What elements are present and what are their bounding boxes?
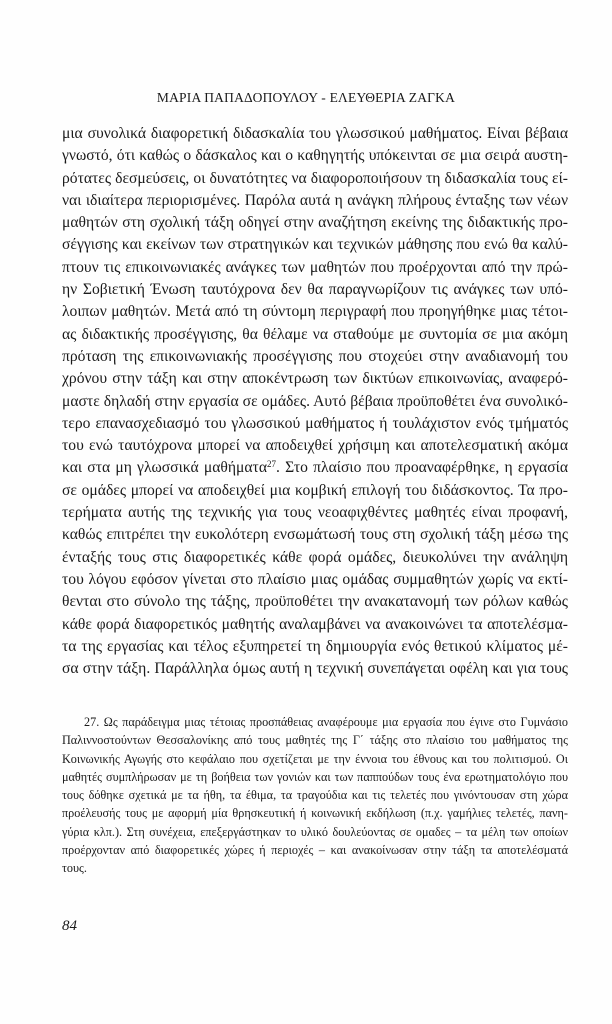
footnote-line: τους δόθηκε σχετικά με τα ήθη, τα έθιμα, τα τραγούδια και τις τελετές που γινόντουσαν στη χώρα [62, 788, 568, 803]
body-line: του λόγου εφόσον γίνεται στο πλαίσιο μιας ομάδας συμμαθητών χωρίς να εκτί- [62, 570, 568, 588]
body-line: λοιπων μαθητών. Μετά από τη σύντομη περιγραφή που προηγήθηκε μιας τέτοι- [62, 303, 568, 321]
body-line: σε ομάδες μπορεί να αποδειχθεί μια κομβική επιλογή του διδάσκοντος. Τα προ- [62, 481, 568, 499]
body-line: σα στην τάξη. Παράλληλα όμως αυτή η τεχνική συνεπάγεται οφέλη και για τους [62, 660, 568, 678]
body-line: μια συνολικά διαφορετική διδασκαλία του γλωσσικού μαθήματος. Είναι βέβαια [62, 125, 568, 142]
body-line: ρότατες δεσμεύσεις, οι δυνατότητες να διαφοροποιήσουν τη διδασκαλία τους εί- [62, 169, 568, 187]
footnote-line: 27. Ως παράδειγμα μιας τέτοιας προσπάθειας αναφέρουμε μια εργασία που έγινε στο Γυμνάσιο [84, 715, 568, 729]
body-line: χρόνου στην τάξη και στην αποκέντρωση των δικτύων επικοινωνίας, αναφερό- [62, 370, 568, 388]
footnote-line: Παλιννοστούντων Θεσσαλονίκης από τους μαθητές της Γ΄ τάξης στο πλαίσιο του μαθήματος της [62, 733, 568, 748]
body-line: θενται στο σύνολο της τάξης, προϋποθέτει την ανακατανομή των ρόλων καθώς [62, 593, 568, 611]
body-line: μαστε δηλαδή στην εργασία σε ομάδες. Αυτό βέβαια προϋποθέτει ένα συνολικό- [62, 392, 568, 410]
footnote-line: μαθητές συμπλήρωσαν με τη βοήθεια των γονιών και των παππούδων τους ένα ερωτηματολόγιο που [62, 769, 568, 784]
body-line: κάθε φορά διαφορετικός μαθητής αναλαμβάνει να ανακοινώνει τα αποτελέσμα- [62, 615, 568, 633]
body-line: γνωστό, ότι καθώς ο δάσκαλος και ο καθηγητής υπόκεινται σε μια σειρά αυστη- [62, 147, 568, 165]
body-text [62, 123, 568, 680]
body-line: τα της εργασίας και τέλος εξυπηρετεί τη δημιουργία ενός θετικού κλίματος μέ- [62, 637, 568, 655]
body-line: σέγγισης και εκείνων των στρατηγικών και τεχνικών μάθησης που ενώ θα καλύ- [62, 236, 568, 254]
footnote-line: προέρχονταν από διαφορετικές χώρες ή περιοχές – και ανακοίνωσαν στην τάξη τα αποτελέσματά [62, 843, 568, 858]
footnote-reference[interactable]: 27 [267, 459, 276, 470]
body-line: πτουν τις επικοινωνιακές ανάγκες των μαθητών που προέρχονται από την πρώ- [62, 258, 568, 276]
page-number: 84 [62, 918, 77, 934]
body-line: τερήματα αυτής της τεχνικής για τους νεοαφιχθέντες μαθητές είναι προφανή, [62, 504, 568, 522]
body-line: ας διδακτικής προσέγγισης, θα θέλαμε να σταθούμε με συντομία σε μια ακόμη [62, 325, 568, 343]
body-line: καθώς επιτρέπει την ευκολότερη ενσωμάτωσή τους στη σχολική τάξη μέσω της [62, 526, 568, 544]
body-line: πρόταση της επικοινωνιακής προσέγγισης που στοχεύει στην αναδιανομή του [62, 347, 568, 365]
body-line-with-footnote [62, 457, 568, 479]
footnote-line: Κοινωνικής Αγωγής στο κεφάλαιο που σχετίζεται με την έννοια του έθνους και του πολιτισμού. Οι [62, 751, 568, 766]
footnote-line: προέλευσής τους με αφορμή μία θρησκευτική ή κοινωνική εκδήλωση (π.χ. γαμήλιες τελετές, πανη- [62, 806, 568, 821]
footnote-line: τους. [62, 861, 87, 876]
running-header: ΜΑΡΙΑ ΠΑΠΑΔΟΠΟΥΛΟΥ - ΕΛΕΥΘΕΡΙΑ ΖΑΓΚΑ [156, 90, 456, 105]
body-line-tail: . Στο πλαίσιο που προαναφέρθηκε, η εργασία [276, 459, 568, 477]
footnote [62, 713, 568, 878]
body-line: ην Σοβιετική Ένωση ταυτόχρονα δεν θα παραγνωρίζουν τις ανάγκες των υπό- [62, 281, 568, 299]
body-line: ναι ιδιαίτερα περιορισμένες. Παρόλα αυτά η ανάγκη πλήρους ένταξης των νέων [62, 191, 568, 209]
body-line-head: και στα μη γλωσσικά μαθήματα [62, 459, 267, 477]
body-line: του ενώ ταυτόχρονα μπορεί να αποδειχθεί χρήσιμη και αποτελεσματική ακόμα [62, 437, 568, 455]
body-line: ένταξής τους στις διαφορετικές κάθε φορά ομάδες, διευκολύνει την ανάληψη [62, 548, 568, 566]
body-line: τερο επανασχεδιασμό του γλωσσικού μαθήματος ή τουλάχιστον ενός τμήματός [62, 414, 568, 432]
footnote-line: γύρια κλπ.). Στη συνέχεια, επεξεργάστηκαν το υλικό δουλεύοντας σε ομαδες – τα μέλη των οποίων [62, 824, 568, 839]
body-line: μαθητών στη σχολική τάξη οδηγεί στην αναζήτηση εκείνης της διδακτικής προ- [62, 214, 568, 232]
